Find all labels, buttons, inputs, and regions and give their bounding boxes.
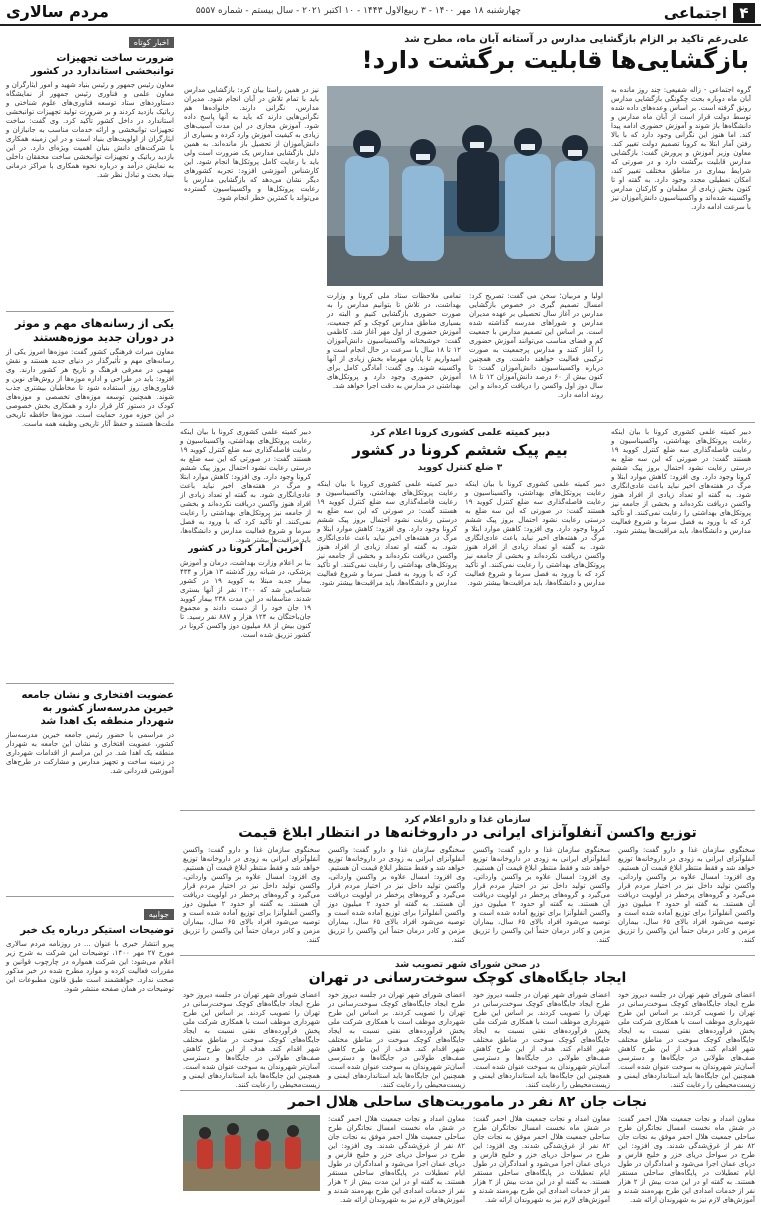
flu-body-col: سخنگوی سازمان غذا و دارو گفت: واکسن آنفلوآنزای ایرانی به زودی در داروخانه‌ها توزیع خواهد شد و فقط منتظر ابلاغ قیمت آن هستیم. وی افزود: امسال علاوه بر واکسن وارداتی، واکسن تولید داخل نیز در اختیار مردم قرار می‌گیرد و گروه‌های پرخطر در اولویت دریافت آن هستند. به گفته او حدود ۲ میلیون دوز واکسن آنفلوآنزا برای توزیع آماده شده است و توصیه می‌شود افراد بالای ۶۵ سال، بیماران مزمن و کادر درمان حتماً این واکسن را تزریق کنند. — [328, 846, 465, 944]
divider — [180, 810, 755, 811]
divider — [180, 1090, 755, 1091]
fuel-body-col: اعضای شورای شهر تهران در جلسه دیروز خود طرح ایجاد جایگاه‌های کوچک سوخت‌رسانی در تهران را تصویب کردند. بر اساس این طرح شهرداری موظف است با همکاری شرکت ملی پخش فرآورده‌های نفتی نسبت به ایجاد جایگاه‌های کوچک سوخت در مناطق مختلف شهر اقدام کند. هدف از این طرح کاهش صف‌های طولانی در جایگاه‌ها و دسترسی آسان‌تر شهروندان به سوخت عنوان شده است. همچنین این جایگاه‌ها باید استانداردهای ایمنی و زیست‌محیطی را رعایت کنند. — [328, 991, 465, 1089]
issue-line: چهارشنبه ۱۸ مهر ۱۴۰۰ - ۳ ربیع‌الاول ۱۴۴۳ - ۱۰ اکتبر ۲۰۲۱ - سال بیستم - شماره ۵۵۵۷ — [195, 6, 521, 16]
fuel-station-story — [180, 960, 755, 1088]
divider — [6, 311, 174, 312]
sidebar-story2-body: معاون میراث فرهنگی کشور گفت: موزه‌ها امروز یکی از رسانه‌های مهم و تأثیرگذار در دنیای جدید هستند و نقش مهمی در معرفی فرهنگ و تاریخ هر کشور دارند. وی افزود: باید در طراحی و اداره موزه‌ها از روش‌های نوین و فناوری‌های روز استفاده شود تا مخاطبان بیشتری جذب شوند. همچنین توسعه موزه‌های تخصصی و موزه‌های کودک در دستور کار قرار دارد و همکاری بخش خصوصی در این حوزه مورد حمایت است. موزه‌ها حافظه تاریخی ملت‌ها هستند و حفظ آثار تاریخی وظیفه همه ماست. — [6, 348, 174, 428]
covid-kicker: دبیر کمیته علمی کشوری کرونا اعلام کرد — [370, 428, 550, 438]
sidebar-story2-headline: یکی از رسانه‌های مهم و موثر در دوران جدید موزه‌هستند — [14, 317, 174, 344]
short-news-tag: اخبار کوتاه — [129, 37, 174, 48]
lead-body-right: گروه اجتماعی - زاله شفیعی: چند روز مانده به آبان ماه دوباره بحث چگونگی بازگشایی مدارس رونق گرفته است. بر اساس وعده‌های داده شده توسط دولت قرار است از آبان ماه مدارس و دانشگاه‌ها باز شوند و آموزش حضوری ادامه پیدا کند. اما هنوز این نگرانی وجود دارد که با بالا رفتن آمار ابتلا به کرونا تصمیم دولت تغییر کند. معاون وزیر آموزش و پرورش گفت: بازگشایی مدارس قابلیت برگشت دارد و در صورتی که شرایط بیماری در مناطق مختلف تغییر کند، امکان تعطیلی مجدد وجود دارد. به گفته او تا کنون بخش زیادی از معلمان و کارکنان مدارس واکسینه شده‌اند و واکسیناسیون دانش‌آموزان نیز با سرعت ادامه دارد. — [611, 86, 751, 211]
sidebar-story1-body: معاون رئیس جمهور و رئیس بنیاد شهید و امور ایثارگران و معاون علمی و فناوری رئیس جمهور از نمایشگاه دستاوردهای ستاد توسعه فناوری‌های علوم شناختی و رباتیک بازدید کردند و بر ضرورت تولید تجهیزات توانبخشی استاندارد در داخل کشور تأکید کرد. وی گفت: ساخت تجهیزات توانبخشی و ارائه خدمات مناسب به جانبازان و ایثارگران از اولویت‌های بنیاد است و در این زمینه همکاری با شرکت‌های دانش بنیان اهمیت ویژه‌ای دارد. در این بازدید رباتیک و تجهیزات توانبخشی ساخت محققان داخلی به نمایش درآمد و درباره نحوه همکاری با مراکز درمانی بنیاد بحث و تبادل نظر شد. — [6, 81, 174, 179]
sidebar-story3-headline: عضویت افتخاری و نشان جامعه خیرین مدرسه‌ساز کشور به شهردار منطقه یک اهدا شد — [21, 690, 174, 727]
rescue-photo — [183, 1115, 320, 1191]
covid-headline: بیم پیک ششم کرونا در کشور — [352, 441, 568, 459]
covid-body-center: دبیر کمیته علمی کشوری کرونا با بیان اینکه رعایت پروتکل‌های بهداشتی، واکسیناسیون و رعایت فاصله‌گذاری سه ضلع کنترل کووید ۱۹ هستند گفت: در صورتی که این سه ضلع به درستی رعایت نشود احتمال بروز پیک ششم کرونا وجود دارد. وی افزود: کاهش موارد ابتلا و مرگ در هفته‌های اخیر نباید باعث عادی‌انگاری شود. به گفته او تعداد زیادی از افراد هنوز واکسن دریافت نکرده‌اند و بخشی از جامعه نیز پروتکل‌های بهداشتی را رعایت نمی‌کنند. او تأکید کرد که با ورود به فصل سرما و شروع فعالیت مدارس و دانشگاه‌ها، باید مراقبت‌ها بیشتر شود. — [465, 480, 605, 587]
divider — [180, 422, 755, 423]
sidebar-story1-headline: ضرورت ساخت تجهیزات توانبخشی استاندارد در کشور — [30, 53, 174, 77]
paper-name-logo: مردم سالاری — [6, 2, 109, 21]
flu-body-col: سخنگوی سازمان غذا و دارو گفت: واکسن آنفلوآنزای ایرانی به زودی در داروخانه‌ها توزیع خواهد شد و فقط منتظر ابلاغ قیمت آن هستیم. وی افزود: امسال علاوه بر واکسن وارداتی، واکسن تولید داخل نیز در اختیار مردم قرار می‌گیرد و گروه‌های پرخطر در اولویت دریافت آن هستند. به گفته او حدود ۲ میلیون دوز واکسن آنفلوآنزا برای توزیع آماده شده است و توصیه می‌شود افراد بالای ۶۵ سال، بیماران مزمن و کادر درمان حتماً این واکسن را تزریق کنند. — [183, 846, 320, 944]
sidebar-story3-body: در مراسمی با حضور رئیس جامعه خیرین مدرسه‌ساز کشور، عضویت افتخاری و نشان این جامعه به شهردار منطقه یک اهدا شد. در این مراسم از اقدامات شهرداری در زمینه ساخت و تجهیز مدارس و مشارکت در طرح‌های آموزشی قدردانی شد. — [6, 731, 174, 775]
fuel-body-col: اعضای شورای شهر تهران در جلسه دیروز خود طرح ایجاد جایگاه‌های کوچک سوخت‌رسانی در تهران را تصویب کردند. بر اساس این طرح شهرداری موظف است با همکاری شرکت ملی پخش فرآورده‌های نفتی نسبت به ایجاد جایگاه‌های کوچک سوخت در مناطق مختلف شهر اقدام کند. هدف از این طرح کاهش صف‌های طولانی در جایگاه‌ها و دسترسی آسان‌تر شهروندان به سوخت عنوان شده است. همچنین این جایگاه‌ها باید استانداردهای ایمنی و زیست‌محیطی را رعایت کنند. — [618, 991, 755, 1089]
covid-body-center-2: دبیر کمیته علمی کشوری کرونا با بیان اینکه رعایت پروتکل‌های بهداشتی، واکسیناسیون و رعایت فاصله‌گذاری سه ضلع کنترل کووید ۱۹ هستند گفت: در صورتی که این سه ضلع به درستی رعایت نشود احتمال بروز پیک ششم کرونا وجود دارد. وی افزود: کاهش موارد ابتلا و مرگ در هفته‌های اخیر نباید باعث عادی‌انگاری شود. به گفته او تعداد زیادی از افراد هنوز واکسن دریافت نکرده‌اند و بخشی از جامعه نیز پروتکل‌های بهداشتی را رعایت نمی‌کنند. او تأکید کرد که با ورود به فصل سرما و شروع فعالیت مدارس و دانشگاه‌ها، باید مراقبت‌ها بیشتر شود. — [317, 480, 457, 587]
flu-headline: توزیع واکسن آنفلوآنزای ایرانی در داروخانه‌ها در انتظار ابلاغ قیمت — [238, 825, 697, 841]
lead-headline: بازگشایی‌ها قابلیت برگشت دارد! — [361, 46, 749, 74]
fuel-body-col: اعضای شورای شهر تهران در جلسه دیروز خود طرح ایجاد جایگاه‌های کوچک سوخت‌رسانی در تهران را تصویب کردند. بر اساس این طرح شهرداری موظف است با همکاری شرکت ملی پخش فرآورده‌های نفتی نسبت به ایجاد جایگاه‌های کوچک سوخت در مناطق مختلف شهر اقدام کند. هدف از این طرح کاهش صف‌های طولانی در جایگاه‌ها و دسترسی آسان‌تر شهروندان به سوخت عنوان شده است. همچنین این جایگاه‌ها باید استانداردهای ایمنی و زیست‌محیطی را رعایت کنند. — [473, 991, 610, 1089]
red-crescent-body-col: معاون امداد و نجات جمعیت هلال احمر گفت: در شش ماه نخست امسال نجاتگران طرح ساحلی جمعیت هلال احمر موفق به نجات جان ۸۲ نفر از غرق‌شدگی شدند. وی افزود: این طرح در سواحل دریای خزر و خلیج فارس و دریای عمان اجرا می‌شود و امدادگران در طول ایام تعطیلات در پایگاه‌های ساحلی مستقر هستند. به گفته او در این مدت بیش از ۲ هزار نفر از خدمات امدادی این طرح بهره‌مند شدند و آموزش‌های لازم نیز به شهروندان ارائه شد. — [618, 1115, 755, 1204]
covid-stats-body: بنا بر اعلام وزارت بهداشت، درمان و آموزش پزشکی، در شبانه روز گذشته ۱۳ هزار و ۴۳۴ بیمار جدید مبتلا به کووید ۱۹ در کشور شناسایی شد که ۱۲۰۰ نفر از آنها بستری شدند. متأسفانه در این مدت ۲۳۸ بیمار کووید ۱۹ جان خود را از دست دادند و مجموع جان‌باختگان به ۱۲۴ هزار و ۸۸۷ نفر رسید. تا کنون بیش از ۸۸ میلیون دوز واکسن کرونا در کشور تزریق شده است. — [180, 559, 312, 639]
lead-body-mid: اولیا و مربیان؛ سخن می گفت: تصریح کرد: امسال تصمیم گیری در خصوص بازگشایی مدارس در آغاز سال تحصیلی بر عهده مدیران مدارس و شوراهای مدرسه گذاشته شده است. بر اساس این تصمیم مدارس با جمعیت کم و فضای مناسب می‌توانند آموزش حضوری را آغاز کنند و مدارس پرجمعیت به صورت ترکیبی فعالیت خواهند داشت. وی همچنین درباره واکسیناسیون دانش‌آموزان گفت: تا کنون بیش از ۶۰ درصد دانش‌آموزان ۱۲ تا ۱۸ سال دوز اول واکسن را دریافت کرده‌اند و این روند ادامه دارد. — [469, 292, 604, 399]
main-content — [180, 30, 755, 1204]
covid-subhead: ۳ ضلع کنترل کووید — [417, 463, 503, 473]
lead-kicker: علی‌رغم تاکید بر الزام بازگشایی مدارس در آستانه آبان ماه، مطرح شد — [404, 34, 749, 45]
red-crescent-headline: نجات جان ۸۲ نفر در ماموریت‌های ساحلی هلال احمر — [287, 1094, 648, 1110]
sidebar-story4-body: پیرو انتشار خبری با عنوان ... در روزنامه مردم سالاری مورخ ۲۷ مهر ۱۴۰۰، توضیحات این شرکت به شرح زیر اعلام می‌شود: این شرکت همواره در چارچوب قوانین و مقررات فعالیت کرده و موارد مطرح شده در خبر مذکور صحت ندارد. خواهشمند است طبق قانون مطبوعات این توضیحات در همان صفحه منتشر شود. — [6, 940, 174, 993]
lead-body-far-left: نیز در همین راستا بیان کرد: بازگشایی مدارس باید با تمام تلاش در آبان انجام شود. مدیران مدارس، نگرانی دارند. خانواده‌ها هم نگرانی‌هایی دارند که باید به آنها پاسخ داده شود. آموزش مجازی در این مدت آسیب‌های زیادی به کیفیت آموزش وارد کرده و بسیاری از دانش‌آموزان از تحصیل باز مانده‌اند. به همین دلیل بازگشایی مدارس یک ضرورت است ولی باید با رعایت کامل پروتکل‌ها انجام شود. این کارشناس آموزشی افزود: تجربه کشورهای دیگر نشان می‌دهد که بازگشایی مدارس با رعایت پروتکل‌ها و واکسیناسیون گسترده می‌تواند با کمترین خطر انجام شود. — [184, 86, 319, 202]
section-name: اجتماعی — [663, 4, 727, 22]
red-crescent-body-col: معاون امداد و نجات جمعیت هلال احمر گفت: در شش ماه نخست امسال نجاتگران طرح ساحلی جمعیت هلال احمر موفق به نجات جان ۸۲ نفر از غرق‌شدگی شدند. وی افزود: این طرح در سواحل دریای خزر و خلیج فارس و دریای عمان اجرا می‌شود و امدادگران در طول ایام تعطیلات در پایگاه‌های ساحلی مستقر هستند. به گفته او در این مدت بیش از ۲ هزار نفر از خدمات امدادی این طرح بهره‌مند شدند و آموزش‌های لازم نیز به شهروندان ارائه شد. — [473, 1115, 610, 1204]
red-crescent-body-columns — [180, 1115, 755, 1204]
fuel-body-columns — [180, 991, 755, 1089]
covid-stats-heading: آخرین آمار کرونا در کشور — [188, 544, 303, 554]
red-crescent-story — [180, 1094, 755, 1204]
flu-body-columns — [180, 846, 755, 944]
response-tag: جوابیه — [144, 909, 174, 920]
rescue-team-image — [183, 1115, 320, 1191]
section-header — [664, 3, 755, 23]
page-number: ۴ — [733, 3, 755, 23]
flu-body-col: سخنگوی سازمان غذا و دارو گفت: واکسن آنفلوآنزای ایرانی به زودی در داروخانه‌ها توزیع خواهد شد و فقط منتظر ابلاغ قیمت آن هستیم. وی افزود: امسال علاوه بر واکسن وارداتی، واکسن تولید داخل نیز در اختیار مردم قرار می‌گیرد و گروه‌های پرخطر در اولویت دریافت آن هستند. به گفته او حدود ۲ میلیون دوز واکسن آنفلوآنزا برای توزیع آماده شده است و توصیه می‌شود افراد بالای ۶۵ سال، بیماران مزمن و کادر درمان حتماً این واکسن را تزریق کنند. — [618, 846, 755, 944]
fuel-kicker: در صحن شورای شهر تصویب شد — [395, 960, 540, 970]
flu-body-col: سخنگوی سازمان غذا و دارو گفت: واکسن آنفلوآنزای ایرانی به زودی در داروخانه‌ها توزیع خواهد شد و فقط منتظر ابلاغ قیمت آن هستیم. وی افزود: امسال علاوه بر واکسن وارداتی، واکسن تولید داخل نیز در اختیار مردم قرار می‌گیرد و گروه‌های پرخطر در اولویت دریافت آن هستند. به گفته او حدود ۲ میلیون دوز واکسن آنفلوآنزا برای توزیع آماده شده است و توصیه می‌شود افراد بالای ۶۵ سال، بیماران مزمن و کادر درمان حتماً این واکسن را تزریق کنند. — [473, 846, 610, 944]
lead-story — [180, 30, 755, 430]
divider — [6, 896, 174, 897]
fuel-headline: ایجاد جایگاه‌های کوچک سوخت‌رسانی در تهران — [308, 970, 627, 986]
covid-stats-box — [180, 428, 311, 798]
sidebar-story4-headline: توضیحات استیکر درباره یک خبر — [20, 925, 174, 936]
covid-body-left: دبیر کمیته علمی کشوری کرونا با بیان اینکه رعایت پروتکل‌های بهداشتی، واکسیناسیون و رعایت فاصله‌گذاری سه ضلع کنترل کووید ۱۹ هستند گفت: در صورتی که این سه ضلع به درستی رعایت نشود احتمال بروز پیک ششم کرونا وجود دارد. وی افزود: کاهش موارد ابتلا و مرگ در هفته‌های اخیر نباید باعث عادی‌انگاری شود. به گفته او تعداد زیادی از افراد هنوز واکسن دریافت نکرده‌اند و بخشی از جامعه نیز پروتکل‌های بهداشتی را رعایت نمی‌کنند. او تأکید کرد که با ورود به فصل سرما و شروع فعالیت مدارس و دانشگاه‌ها، باید مراقبت‌ها بیشتر شود. — [180, 428, 311, 544]
covid-story — [180, 428, 755, 808]
divider — [180, 955, 755, 956]
fuel-body-col: اعضای شورای شهر تهران در جلسه دیروز خود طرح ایجاد جایگاه‌های کوچک سوخت‌رسانی در تهران را تصویب کردند. بر اساس این طرح شهرداری موظف است با همکاری شرکت ملی پخش فرآورده‌های نفتی نسبت به ایجاد جایگاه‌های کوچک سوخت در مناطق مختلف شهر اقدام کند. هدف از این طرح کاهش صف‌های طولانی در جایگاه‌ها و دسترسی آسان‌تر شهروندان به سوخت عنوان شده است. همچنین این جایگاه‌ها باید استانداردهای ایمنی و زیست‌محیطی را رعایت کنند. — [183, 991, 320, 1089]
students-in-uniform-image — [327, 86, 603, 286]
red-crescent-body-col: معاون امداد و نجات جمعیت هلال احمر گفت: در شش ماه نخست امسال نجاتگران طرح ساحلی جمعیت هلال احمر موفق به نجات جان ۸۲ نفر از غرق‌شدگی شدند. وی افزود: این طرح در سواحل دریای خزر و خلیج فارس و دریای عمان اجرا می‌شود و امدادگران در طول ایام تعطیلات در پایگاه‌های ساحلی مستقر هستند. به گفته او در این مدت بیش از ۲ هزار نفر از خدمات امدادی این طرح بهره‌مند شدند و آموزش‌های لازم نیز به شهروندان ارائه شد. — [328, 1115, 465, 1204]
page-masthead — [0, 0, 761, 26]
covid-body-right: دبیر کمیته علمی کشوری کرونا با بیان اینکه رعایت پروتکل‌های بهداشتی، واکسیناسیون و رعایت فاصله‌گذاری سه ضلع کنترل کووید ۱۹ هستند گفت: در صورتی که این سه ضلع به درستی رعایت نشود احتمال بروز پیک ششم کرونا وجود دارد. وی افزود: کاهش موارد ابتلا و مرگ در هفته‌های اخیر نباید باعث عادی‌انگاری شود. به گفته او تعداد زیادی از افراد هنوز واکسن دریافت نکرده‌اند و بخشی از جامعه نیز پروتکل‌های بهداشتی را رعایت نمی‌کنند. او تأکید کرد که با ورود به فصل سرما و شروع فعالیت مدارس و دانشگاه‌ها، باید مراقبت‌ها بیشتر شود. — [611, 428, 751, 535]
flu-vaccine-story — [180, 815, 755, 953]
divider — [6, 683, 174, 684]
news-sidebar — [6, 30, 174, 1194]
lead-photo — [327, 86, 603, 286]
lead-body-left: تمامی ملاحظات ستاد ملی کرونا و وزارت بهداشت، در تلاش تا بتوانیم مدارس را به صورت حضوری بازگشایی کنیم و البته در بسیاری مناطق مدارس کوچک و کم جمعیت، آموزش حضوری از اول مهر آغاز شد. کاظمی گفت: خوشبختانه واکسیناسیون دانش‌آموزان ۱۲ تا ۱۸ سال با سرعت در حال انجام است و امیدواریم تا پایان مهرماه بخش زیادی از آنها واکسینه شوند. وی گفت: آمادگی کامل برای آموزش حضوری وجود دارد و پروتکل‌های بهداشتی در مدارس به دقت اجرا خواهد شد. — [327, 292, 461, 390]
flu-kicker: سازمان غذا و دارو اعلام کرد — [404, 815, 531, 825]
